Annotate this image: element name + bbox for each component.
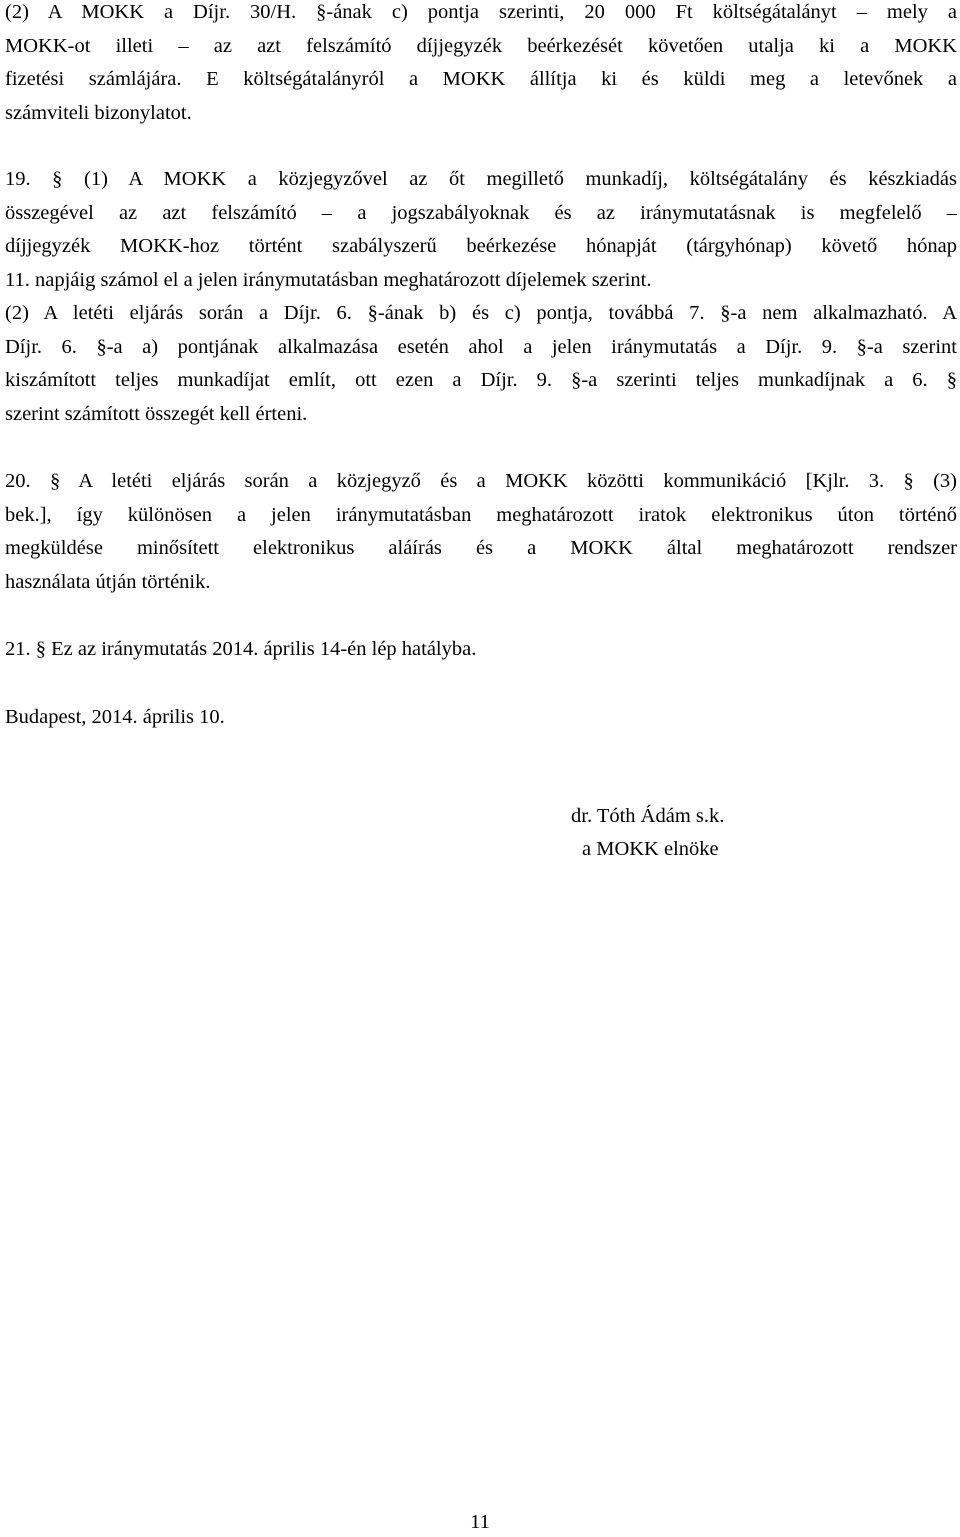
text-line: Budapest, 2014. április 10.: [5, 705, 225, 728]
text-line: díjjegyzék MOKK-hoz történt szabályszerű beérkezése hónapját (tárgyhónap) követő hónap: [5, 235, 957, 257]
signatory-title: a MOKK elnöke: [582, 838, 719, 860]
paragraph-spacer: [5, 667, 957, 701]
text-line: kiszámított teljes munkadíjat említ, ott ezen a Díjr. 9. §-a szerinti teljes munkadíjnak a 6. §: [5, 369, 957, 391]
text-line: (2) A letéti eljárás során a Díjr. 6. §-ának b) és c) pontja, továbbá 7. §-a nem alkalmazható. A: [5, 302, 957, 324]
paragraph-spacer: [5, 431, 957, 465]
text-line: megküldése minősített elektronikus aláírás és a MOKK által meghatározott rendszer: [5, 537, 957, 559]
place-and-date: [5, 701, 957, 735]
document-page: [5, 0, 957, 734]
text-line: 11. napjáig számol el a jelen iránymutatásban meghatározott díjelemek szerint.: [5, 268, 652, 291]
text-line: használata útján történik.: [5, 570, 211, 593]
text-line: 19. § (1) A MOKK a közjegyzővel az őt megillető munkadíj, költségátalány és készkiadás: [5, 168, 957, 190]
paragraph-18-2: [5, 0, 957, 130]
signatory-name: dr. Tóth Ádám s.k.: [571, 805, 725, 827]
paragraph-spacer: [5, 599, 957, 633]
text-line: bek.], így különösen a jelen iránymutatásban meghatározott iratok elektronikus úton történő: [5, 503, 957, 526]
page-number: 11: [470, 1511, 490, 1533]
text-line: számviteli bizonylatot.: [5, 101, 192, 124]
paragraph-19: [5, 163, 957, 431]
text-line: (2) A MOKK a Díjr. 30/H. §-ának c) pontja szerinti, 20 000 Ft költségátalányt – mely a: [5, 1, 957, 23]
text-line: Díjr. 6. §-a a) pontjának alkalmazása esetén ahol a jelen iránymutatás a Díjr. 9. §-a szerint: [5, 335, 957, 358]
text-line: fizetési számlájára. E költségátalányról a MOKK állítja ki és küldi meg a letevőnek a: [5, 68, 957, 90]
text-line: 21. § Ez az iránymutatás 2014. április 14-én lép hatályba.: [5, 638, 477, 660]
paragraph-20: [5, 465, 957, 599]
text-line: 20. § A letéti eljárás során a közjegyző és a MOKK közötti kommunikáció [Kjlr. 3. § (3): [5, 470, 957, 492]
text-line: szerint számított összegét kell érteni.: [5, 402, 308, 425]
paragraph-spacer: [5, 130, 957, 163]
paragraph-21: [5, 633, 957, 667]
text-line: összegével az azt felszámító – a jogszabályoknak és az iránymutatásnak is megfelelő –: [5, 201, 957, 224]
text-line: MOKK-ot illeti – az azt felszámító díjjegyzék beérkezését követően utalja ki a MOKK: [5, 34, 957, 57]
